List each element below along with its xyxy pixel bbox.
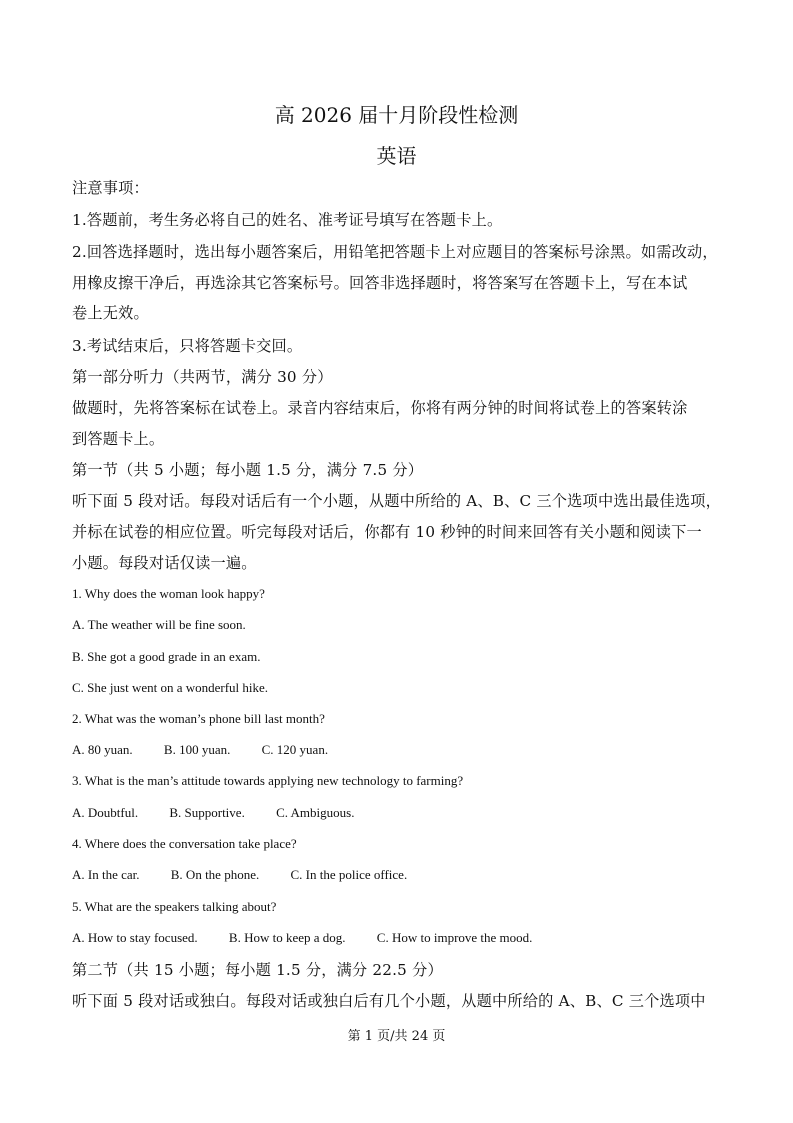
question-3-option-b: B. Supportive.	[169, 805, 245, 820]
notice-item-1: 1.答题前，考生务必将自己的姓名、准考证号填写在答题卡上。	[72, 211, 503, 229]
question-3-options	[72, 805, 732, 821]
question-3-stem: 3. What is the man’s attitude towards applying new technology to farming?	[72, 773, 464, 788]
question-2-option-b: B. 100 yuan.	[163, 742, 231, 757]
question-1-option-a: A. The weather will be fine soon.	[72, 617, 246, 632]
exam-title: 高 2026 届十月阶段性检测	[274, 103, 519, 127]
question-4-option-b: B. On the phone.	[170, 867, 260, 882]
question-3-option-a: A. Doubtful.	[72, 805, 139, 820]
question-2-options	[72, 742, 732, 758]
notice-item-2-line-3: 卷上无效。	[72, 304, 149, 322]
section2-heading: 第二节（共 15 小题；每小题 1.5 分，满分 22.5 分）	[72, 961, 443, 979]
exam-subject: 英语	[376, 144, 417, 168]
section2-intro-line-1: 听下面 5 段对话或独白。每段对话或独白后有几个小题，从题中所给的 A、B、C 三个选项中	[72, 992, 706, 1010]
question-4-option-a: A. In the car.	[72, 867, 140, 882]
question-3-option-c: C. Ambiguous.	[276, 805, 355, 820]
notice-item-2-line-2: 用橡皮擦干净后，再选涂其它答案标号。回答非选择题时，将答案写在答题卡上，写在本试	[72, 274, 688, 292]
question-1-option-b: B. She got a good grade in an exam.	[72, 649, 261, 664]
question-5-stem: 5. What are the speakers talking about?	[72, 899, 277, 914]
question-2-stem: 2. What was the woman’s phone bill last month?	[72, 711, 325, 726]
question-4-options	[72, 867, 732, 883]
question-5-option-c: C. How to improve the mood.	[376, 930, 533, 945]
question-1-stem: 1. Why does the woman look happy?	[72, 586, 265, 601]
section1-heading: 第一节（共 5 小题；每小题 1.5 分，满分 7.5 分）	[72, 461, 424, 479]
section1-intro-line-2: 并标在试卷的相应位置。听完每段对话后，你都有 10 秒钟的时间来回答有关小题和阅读下一	[72, 523, 702, 541]
question-4-stem: 4. Where does the conversation take place?	[72, 836, 297, 851]
part1-intro-line-2: 到答题卡上。	[72, 430, 165, 448]
question-5-option-b: B. How to keep a dog.	[228, 930, 346, 945]
question-5-options	[72, 930, 732, 946]
question-5-option-a: A. How to stay focused.	[72, 930, 198, 945]
question-2-option-a: A. 80 yuan.	[72, 742, 133, 757]
question-1-option-c: C. She just went on a wonderful hike.	[72, 680, 269, 695]
part1-intro-line-1: 做题时，先将答案标在试卷上。录音内容结束后，你将有两分钟的时间将试卷上的答案转涂	[72, 399, 688, 417]
section1-intro-line-3: 小题。每段对话仅读一遍。	[72, 554, 257, 572]
notice-item-2-line-1: 2.回答选择题时，选出每小题答案后，用铅笔把答题卡上对应题目的答案标号涂黑。如需改动，	[72, 243, 718, 261]
notice-item-3: 3.考试结束后，只将答题卡交回。	[72, 337, 303, 355]
part1-heading: 第一部分听力（共两节，满分 30 分）	[72, 368, 333, 386]
section1-intro-line-1: 听下面 5 段对话。每段对话后有一个小题，从题中所给的 A、B、C 三个选项中选出最佳选项，	[72, 492, 722, 510]
notice-heading: 注意事项：	[72, 179, 149, 197]
page-number: 第 1 页/共 24 页	[347, 1029, 446, 1044]
question-2-option-c: C. 120 yuan.	[261, 742, 329, 757]
question-4-option-c: C. In the police office.	[290, 867, 408, 882]
